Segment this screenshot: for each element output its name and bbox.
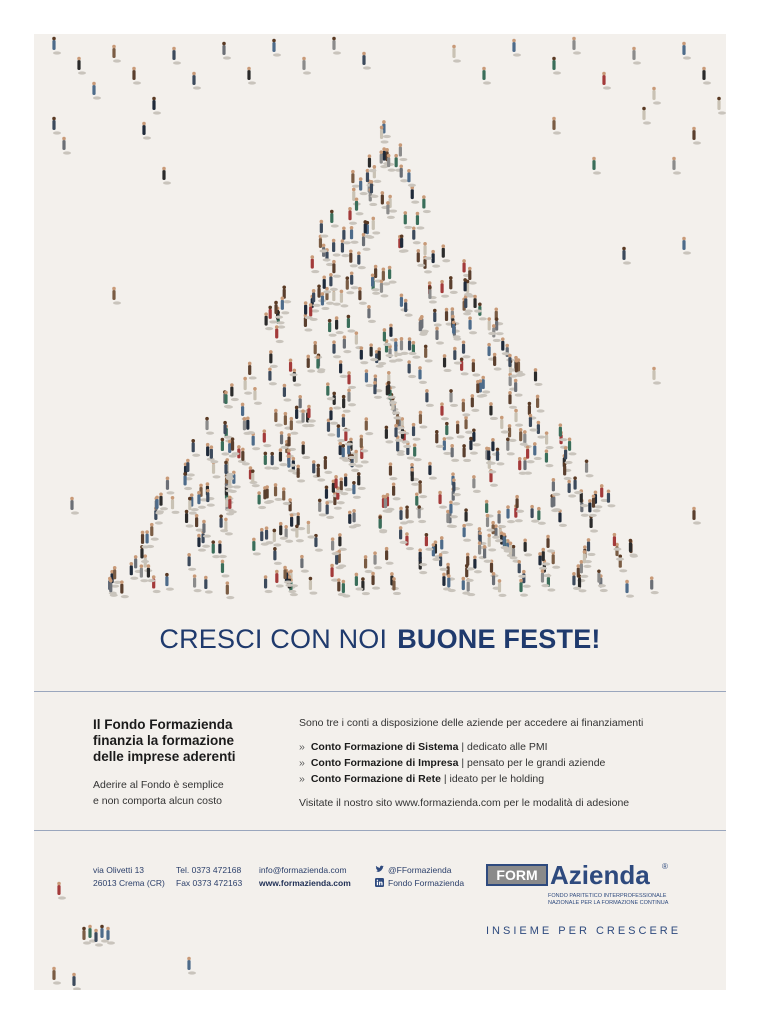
person-figure [172, 47, 181, 65]
person-figure [629, 539, 638, 557]
person-figure [347, 388, 356, 406]
person-figure [360, 346, 369, 364]
person-figure [332, 340, 341, 358]
person-figure [282, 487, 291, 505]
person-figure [493, 353, 502, 371]
person-figure [585, 459, 594, 477]
person-figure [552, 57, 561, 75]
headline [34, 624, 726, 655]
person-figure [512, 39, 521, 57]
person-figure [552, 478, 561, 496]
person-figure [456, 421, 465, 439]
person-figure [652, 87, 661, 105]
person-figure [330, 210, 339, 228]
person-figure [472, 475, 481, 493]
person-figure [349, 250, 358, 268]
person-figure [332, 392, 341, 410]
person-figure [613, 533, 622, 551]
person-figure [464, 416, 473, 434]
person-figure [419, 411, 428, 429]
person-figure [551, 551, 560, 569]
person-figure [443, 354, 452, 372]
person-figure [552, 493, 561, 511]
person-figure [380, 280, 389, 298]
person-figure [92, 82, 101, 100]
person-figure [273, 547, 282, 565]
person-figure [347, 315, 356, 333]
person-figure [453, 347, 462, 365]
person-figure [364, 555, 373, 573]
person-figure [465, 564, 474, 582]
person-figure [274, 483, 283, 501]
person-figure [306, 355, 315, 373]
person-figure [367, 305, 376, 323]
person-figure [483, 545, 492, 563]
person-figure [460, 358, 469, 376]
person-figure [329, 407, 338, 425]
person-figure [251, 469, 260, 487]
person-figure [482, 67, 491, 85]
person-figure [347, 371, 356, 389]
person-figure [247, 67, 256, 85]
person-figure [352, 509, 361, 527]
twitter-icon [375, 865, 384, 874]
info-title: Il Fondo Formazienda finanzia la formazione delle imprese aderenti [93, 717, 236, 764]
person-figure [425, 389, 434, 407]
person-figure [717, 97, 726, 115]
person-figure [307, 521, 316, 539]
person-figure [191, 439, 200, 457]
person-figure [522, 570, 531, 588]
person-figure [400, 235, 409, 253]
person-figure [537, 507, 546, 525]
person-figure [412, 341, 421, 359]
person-figure [422, 195, 431, 213]
person-figure [187, 957, 196, 975]
person-figure [251, 432, 260, 450]
person-figure [424, 345, 433, 363]
person-figure [224, 518, 233, 536]
footer-address: via Olivetti 13 26013 Crema (CR) [93, 865, 165, 888]
crowd-corner-illustration [34, 854, 214, 990]
person-figure [142, 122, 151, 140]
web-link[interactable]: www.formazienda.com [259, 878, 351, 888]
crowd-tree-illustration [34, 34, 726, 614]
person-figure [523, 539, 532, 557]
person-figure [205, 417, 214, 435]
person-figure [546, 535, 555, 553]
person-figure [290, 417, 299, 435]
person-figure [112, 45, 121, 63]
formazienda-logo [486, 862, 686, 914]
person-figure [412, 423, 421, 441]
person-figure [533, 442, 542, 460]
email-link[interactable]: info@formazienda.com [259, 865, 347, 875]
person-figure [309, 577, 318, 595]
person-figure [529, 414, 538, 432]
person-figure [443, 437, 452, 455]
person-figure [265, 526, 274, 544]
person-figure [558, 509, 567, 527]
person-figure [392, 482, 401, 500]
info-right [299, 717, 719, 809]
person-figure [264, 575, 273, 593]
person-figure [489, 402, 498, 420]
person-figure [187, 553, 196, 571]
person-figure [284, 525, 293, 543]
person-figure [300, 555, 309, 573]
person-figure [702, 67, 711, 85]
person-figure [360, 446, 369, 464]
headline-buone-feste: BUONE FESTE! [397, 624, 601, 654]
info-sub: Aderire al Fondo è semplice e non comporta alcun costo [93, 779, 224, 807]
person-figure [407, 360, 416, 378]
person-figure [416, 212, 425, 230]
person-figure [545, 431, 554, 449]
person-figure [361, 577, 370, 595]
person-figure [399, 164, 408, 182]
info-intro: Sono tre i conti a disposizione delle aziende per accedere ai finanziamenti [299, 717, 644, 729]
person-figure [230, 383, 239, 401]
person-figure [268, 367, 277, 385]
person-figure [186, 459, 195, 477]
person-figure [324, 456, 333, 474]
person-figure [464, 508, 473, 526]
person-figure [439, 553, 448, 571]
person-figure [147, 564, 156, 582]
person-figure [399, 143, 408, 161]
person-figure [350, 271, 359, 289]
person-figure [418, 480, 427, 498]
person-figure [112, 287, 121, 305]
person-figure [500, 416, 509, 434]
person-figure [418, 366, 427, 384]
person-figure [602, 72, 611, 90]
person-figure [165, 573, 174, 591]
person-figure [382, 120, 391, 138]
person-figure [253, 387, 262, 405]
twitter-link[interactable]: @FFormazienda [375, 864, 464, 877]
footer-contacts [259, 864, 351, 890]
person-figure [226, 581, 235, 599]
person-figure [331, 537, 340, 555]
person-figure [289, 359, 298, 377]
person-figure [506, 505, 515, 523]
person-figure [332, 260, 341, 278]
person-figure [171, 496, 180, 514]
person-figure [388, 195, 397, 213]
divider-top [34, 691, 726, 692]
person-figure [337, 550, 346, 568]
person-figure [343, 335, 352, 353]
person-figure [150, 523, 159, 541]
logo-form-box: FORM [486, 864, 548, 886]
person-figure [335, 316, 344, 334]
accounts-list [299, 739, 719, 787]
person-figure [425, 533, 434, 551]
person-figure [57, 882, 66, 900]
person-figure [573, 476, 582, 494]
person-figure [552, 117, 561, 135]
person-figure [607, 489, 616, 507]
person-figure [275, 570, 284, 588]
divider-bottom [34, 830, 726, 831]
person-figure [433, 309, 442, 327]
person-figure [449, 389, 458, 407]
person-figure [496, 448, 505, 466]
person-figure [368, 154, 377, 172]
person-figure [310, 255, 319, 273]
list-item: » Conto Formazione di Sistema | dedicato alle PMI [299, 741, 548, 753]
headline-cresci: CRESCI CON NOI [159, 624, 388, 654]
person-figure [462, 399, 471, 417]
person-figure [302, 57, 311, 75]
person-figure [371, 217, 380, 235]
person-figure [52, 117, 61, 135]
person-figure [405, 532, 414, 550]
person-figure [357, 251, 366, 269]
person-figure [72, 973, 81, 990]
person-figure [435, 430, 444, 448]
logo-azienda-word: Azienda [550, 860, 650, 890]
person-figure [357, 472, 366, 490]
person-figure [462, 524, 471, 542]
person-figure [419, 316, 428, 334]
person-figure [572, 37, 581, 55]
person-figure [472, 359, 481, 377]
person-figure [283, 384, 292, 402]
person-figure [252, 538, 261, 556]
person-figure [166, 477, 175, 495]
person-figure [508, 391, 517, 409]
person-figure [692, 507, 701, 525]
person-figure [428, 462, 437, 480]
person-figure [288, 498, 297, 516]
person-figure [232, 471, 241, 489]
person-figure [438, 491, 447, 509]
person-figure [221, 560, 230, 578]
person-figure [618, 554, 627, 572]
person-figure [589, 515, 598, 533]
person-figure [338, 533, 347, 551]
person-figure [120, 580, 129, 598]
person-figure [364, 417, 373, 435]
person-figure [192, 72, 201, 90]
person-figure [296, 465, 305, 483]
list-item: » Conto Formazione di Impresa | pensato per le grandi aziende [299, 757, 606, 769]
person-figure [204, 576, 213, 594]
person-figure [385, 547, 394, 565]
person-figure [405, 505, 414, 523]
person-figure [462, 340, 471, 358]
person-figure [682, 42, 691, 60]
person-figure [404, 299, 413, 317]
logo-subtitle: FONDO PARITETICO INTERPROFESSIONALE NAZIONALE PER LA FORMAZIONE CONTINUA [548, 893, 669, 906]
person-figure [365, 369, 374, 387]
person-figure [332, 239, 341, 257]
logo-registered-mark: ® [662, 862, 668, 871]
person-figure [445, 422, 454, 440]
person-figure [272, 39, 281, 57]
linkedin-link[interactable]: Fondo Formazienda [375, 877, 464, 890]
footer-phone: Tel. 0373 472168 Fax 0373 472163 [176, 865, 243, 888]
person-figure [407, 169, 416, 187]
person-figure [52, 967, 61, 985]
person-figure [70, 497, 79, 515]
person-figure [410, 468, 419, 486]
person-figure [468, 316, 477, 334]
person-figure [587, 538, 596, 556]
person-figure [162, 167, 171, 185]
person-figure [377, 347, 386, 365]
person-figure [159, 492, 168, 510]
person-figure [327, 419, 336, 437]
person-figure [373, 165, 382, 183]
person-figure [692, 127, 701, 145]
person-figure [435, 327, 444, 345]
person-figure [452, 45, 461, 63]
person-figure [195, 514, 204, 532]
person-figure [243, 377, 252, 395]
person-figure [281, 297, 290, 315]
person-figure [431, 250, 440, 268]
linkedin-icon [375, 878, 384, 887]
person-figure [132, 67, 141, 85]
person-figure [193, 574, 202, 592]
person-figure [450, 444, 459, 462]
person-figure [389, 462, 398, 480]
person-figure [262, 429, 271, 447]
person-figure [497, 510, 506, 528]
person-figure [568, 438, 577, 456]
visit-text: Visitate il nostro sito www.formazienda.com per le modalità di adesione [299, 797, 630, 809]
person-figure [592, 157, 601, 175]
person-figure [274, 409, 283, 427]
person-figure [625, 580, 634, 598]
person-figure [387, 381, 396, 399]
person-figure [301, 441, 310, 459]
person-figure [622, 247, 631, 265]
person-figure [388, 266, 397, 284]
list-item: » Conto Formazione di Rete | ideato per le holding [299, 773, 545, 785]
person-figure [672, 157, 681, 175]
person-figure [615, 543, 624, 561]
person-figure [342, 414, 351, 432]
person-figure [536, 395, 545, 413]
person-figure [449, 276, 458, 294]
person-figure [325, 501, 334, 519]
person-figure [222, 42, 231, 60]
person-figure [410, 186, 419, 204]
person-figure [332, 37, 341, 55]
slogan: INSIEME PER CRESCERE [486, 925, 682, 937]
person-figure [514, 379, 523, 397]
person-figure [440, 280, 449, 298]
person-figure [537, 421, 546, 439]
person-figure [371, 572, 380, 590]
person-figure [326, 382, 335, 400]
person-figure [77, 57, 86, 75]
person-figure [355, 197, 364, 215]
person-figure [528, 402, 537, 420]
person-figure [351, 170, 360, 188]
person-figure [293, 369, 302, 387]
person-figure [481, 376, 490, 394]
person-figure [385, 426, 394, 444]
person-figure [632, 47, 641, 65]
person-figure [498, 579, 507, 597]
person-figure [314, 534, 323, 552]
person-figure [344, 473, 353, 491]
person-figure [545, 449, 554, 467]
person-figure [517, 560, 526, 578]
person-figure [428, 286, 437, 304]
person-figure [400, 337, 409, 355]
person-figure [152, 575, 161, 593]
person-figure [358, 287, 367, 305]
person-figure [248, 362, 257, 380]
person-figure [52, 37, 61, 55]
person-figure [339, 360, 348, 378]
info-left [93, 717, 283, 809]
poster [34, 34, 726, 990]
person-figure [218, 540, 227, 558]
person-figure [440, 402, 449, 420]
person-figure [642, 107, 651, 125]
person-figure [362, 52, 371, 70]
person-figure [441, 244, 450, 262]
person-figure [652, 367, 661, 385]
person-figure [392, 577, 401, 595]
person-figure [495, 317, 504, 335]
person-figure [472, 428, 481, 446]
person-figure [373, 551, 382, 569]
person-figure [440, 536, 449, 554]
person-figure [350, 226, 359, 244]
person-figure [201, 530, 210, 548]
person-figure [246, 416, 255, 434]
footer-social [375, 864, 464, 890]
person-figure [287, 433, 296, 451]
person-figure [152, 97, 161, 115]
person-figure [682, 237, 691, 255]
person-figure [269, 350, 278, 368]
person-figure [583, 550, 592, 568]
person-figure [318, 499, 327, 517]
person-figure [62, 137, 71, 155]
person-figure [403, 211, 412, 229]
person-figure [534, 368, 543, 386]
person-figure [514, 409, 523, 427]
person-figure [650, 576, 659, 594]
